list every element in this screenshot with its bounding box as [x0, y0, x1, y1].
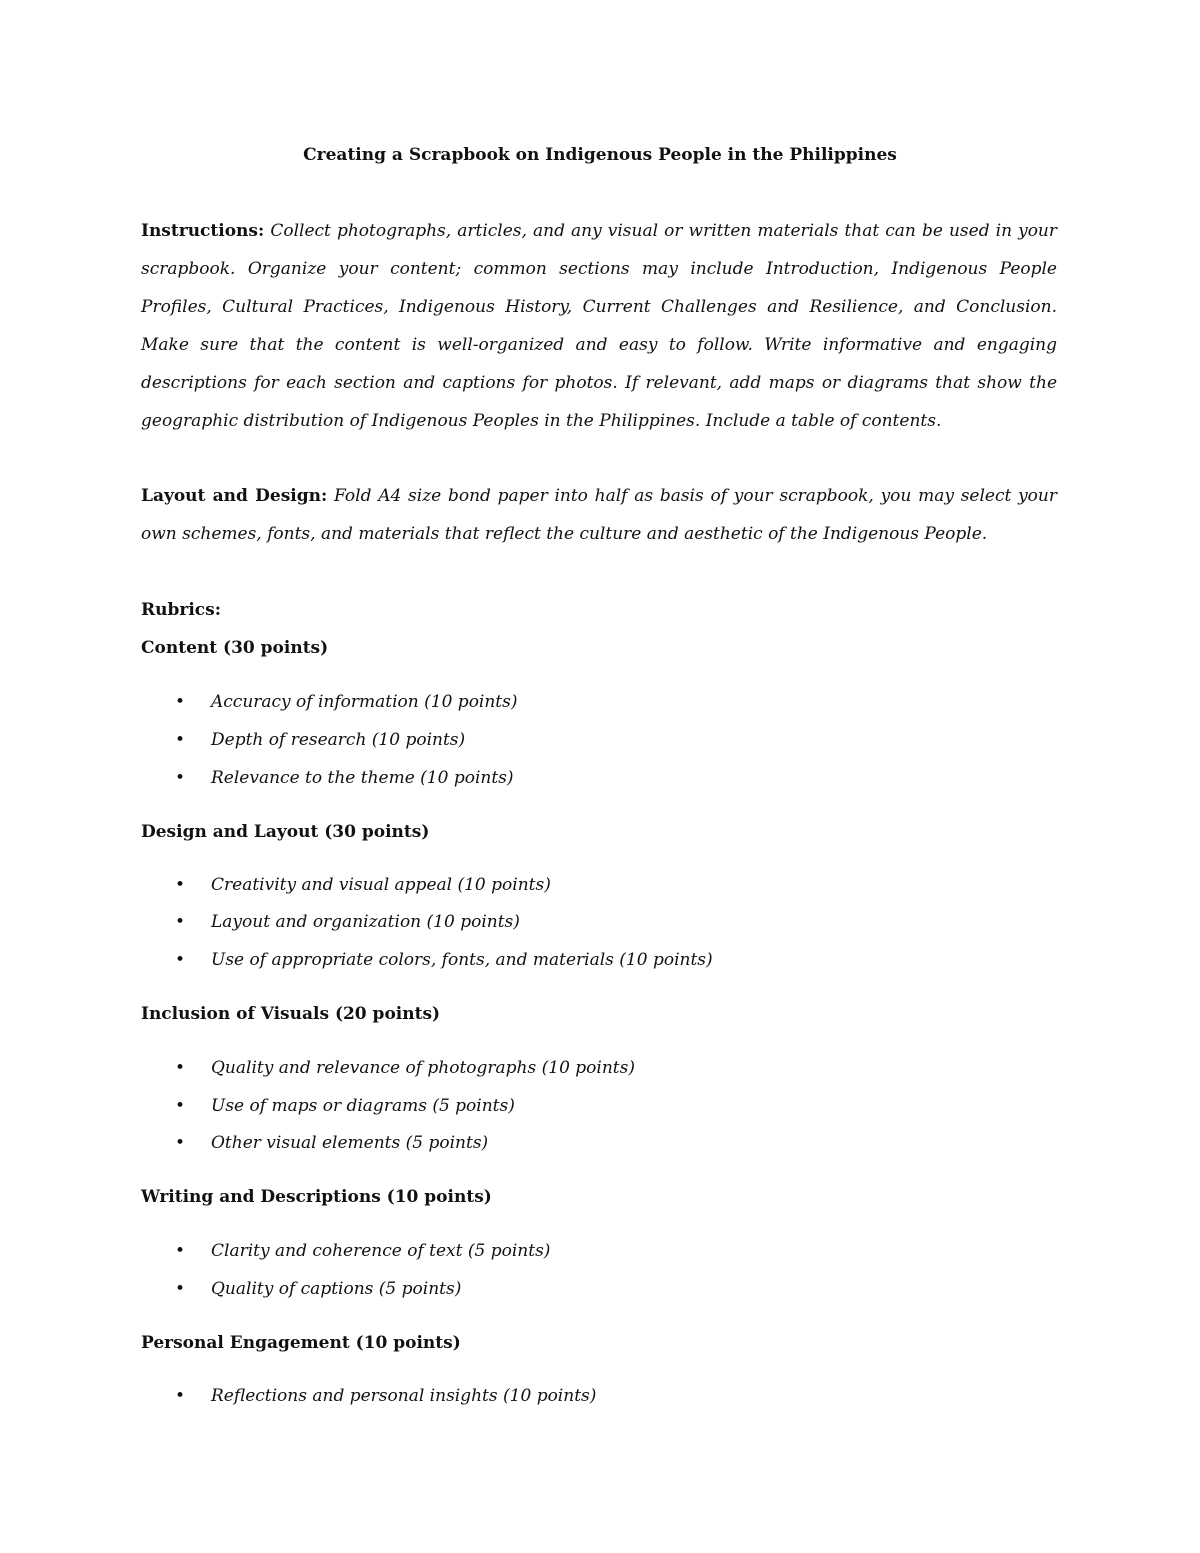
list-item	[175, 910, 520, 934]
list-item-text: Relevance to the theme (10 points)	[211, 768, 514, 788]
list-item-text: Clarity and coherence of text (5 points)	[211, 1241, 551, 1261]
list-item-text: Depth of research (10 points)	[211, 730, 466, 750]
list-item-text: Quality of captions (5 points)	[211, 1279, 462, 1299]
bullet-icon: •	[175, 692, 186, 712]
section-heading-design-layout: Design and Layout (30 points)	[141, 822, 430, 842]
list-item	[175, 766, 514, 790]
list-item	[175, 1384, 596, 1408]
instructions-paragraph	[141, 212, 1057, 440]
bullet-icon: •	[175, 950, 186, 970]
rubrics-heading: Rubrics:	[141, 600, 221, 620]
layout-design-text: Fold A4 size bond paper into half as basis of your scrapbook, you may select your own schemes, fonts, and materials that reflect the culture and aesthetic of the Indigenous People.	[141, 486, 1057, 544]
bullet-icon: •	[175, 1133, 186, 1153]
list-item	[175, 1239, 550, 1263]
list-item-text: Accuracy of information (10 points)	[211, 692, 518, 712]
list-item	[175, 1094, 515, 1118]
list-item-text: Quality and relevance of photographs (10 points)	[211, 1058, 635, 1078]
instructions-text: Collect photographs, articles, and any visual or written materials that can be used in your scrapbook. Organize your content; common sections may include Introduction, Indigenous People Profiles, Cultural Practices, Indigenous History, Current Challenges and Resilience, and Conclusion. Make sure that the content is well-organized and easy to follow. Write informative and engaging descriptions for each section and captions for photos. If relevant, add maps or diagrams that show the geographic distribution of Indigenous Peoples in the Philippines. Include a table of contents.	[141, 221, 1058, 431]
list-item	[175, 1131, 488, 1155]
list-item	[175, 873, 551, 897]
list-item	[175, 948, 713, 972]
list-item-text: Reflections and personal insights (10 points)	[211, 1386, 597, 1406]
list-item-text: Layout and organization (10 points)	[211, 912, 520, 932]
layout-design-label: Layout and Design:	[141, 486, 328, 506]
list-item-text: Other visual elements (5 points)	[211, 1133, 489, 1153]
section-heading-content: Content (30 points)	[141, 638, 329, 658]
list-item	[175, 1056, 635, 1080]
list-item	[175, 728, 465, 752]
list-item-text: Creativity and visual appeal (10 points)	[211, 875, 551, 895]
section-heading-writing: Writing and Descriptions (10 points)	[141, 1187, 492, 1207]
bullet-icon: •	[175, 912, 186, 932]
bullet-icon: •	[175, 1096, 186, 1116]
list-item	[175, 1277, 461, 1301]
layout-design-paragraph	[141, 477, 1057, 553]
bullet-icon: •	[175, 768, 186, 788]
section-heading-personal-engagement: Personal Engagement (10 points)	[141, 1333, 461, 1353]
bullet-icon: •	[175, 875, 186, 895]
instructions-label: Instructions:	[141, 221, 265, 241]
bullet-icon: •	[175, 1386, 186, 1406]
section-heading-visuals: Inclusion of Visuals (20 points)	[141, 1004, 441, 1024]
document-title: Creating a Scrapbook on Indigenous People in the Philippines	[303, 145, 897, 165]
list-item-text: Use of appropriate colors, fonts, and materials (10 points)	[211, 950, 713, 970]
bullet-icon: •	[175, 1241, 186, 1261]
bullet-icon: •	[175, 1058, 186, 1078]
list-item-text: Use of maps or diagrams (5 points)	[211, 1096, 515, 1116]
list-item	[175, 690, 518, 714]
bullet-icon: •	[175, 730, 186, 750]
bullet-icon: •	[175, 1279, 186, 1299]
